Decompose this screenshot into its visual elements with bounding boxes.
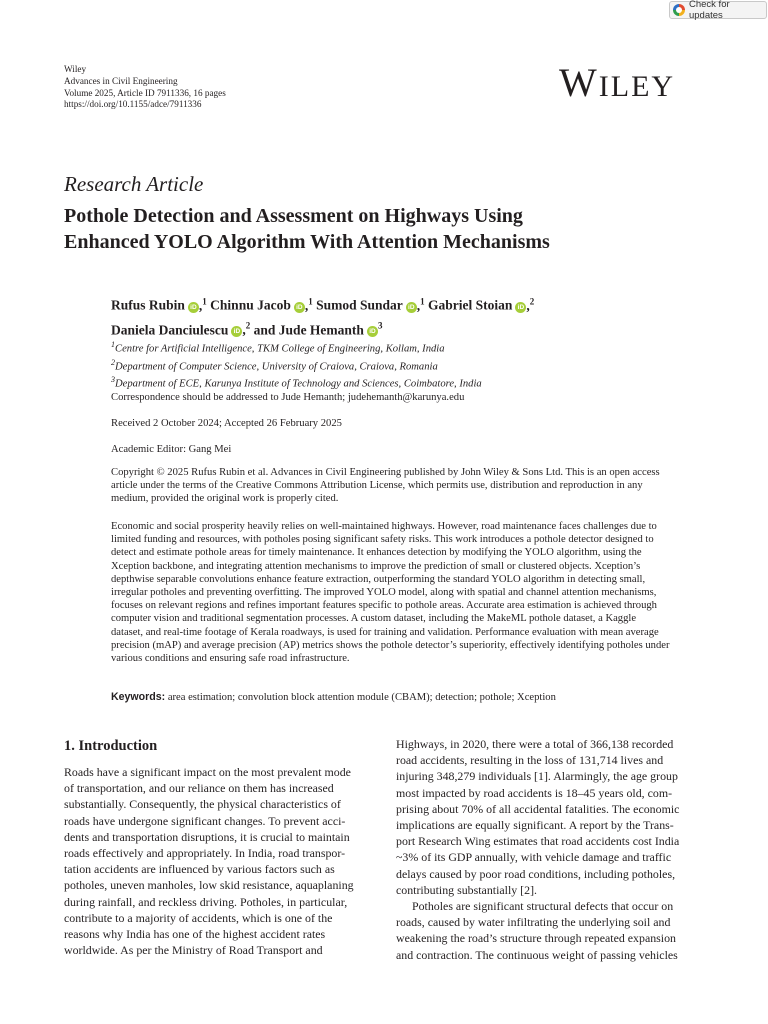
abstract-line: limited funding and resources, with potholes posing significant safety risks. This work introduces a pothole detector designed to [111,534,654,546]
body-line: reasons why India has one of the highest accident rates [64,927,326,942]
volume-info: Volume 2025, Article ID 7911336, 16 pages [64,87,226,98]
author-affiliation-mark: ,$^1$ [304,296,313,313]
abstract-line: irregular potholes and preventing overfitting. The improved YOLO model, along with spatial and channel attention mechanisms, [111,587,657,599]
keywords [111,691,556,703]
author-affiliation-mark: ,$^2$ [526,296,535,313]
crossmark-icon [673,4,685,16]
body-line: weakening the road’s structure through repeated expansion [396,931,676,946]
body-line: most impacted by road accidents is 18–45 years old, com- [396,785,673,800]
affiliations [111,338,482,391]
author-name[interactable]: Gabriel Stoian [428,297,513,313]
author-name[interactable]: Sumod Sundar [316,297,403,313]
abstract [111,520,706,665]
affiliation-item: $^2$Department of Computer Science, University of Craiova, Craiova, Romania [111,357,438,373]
copyright-line: medium, provided the original work is properly cited. [111,493,339,505]
body-line: implications are equally significant. A report by the Trans- [396,818,674,833]
author-line [111,291,534,316]
abstract-line: Xception backbone, and integrating attention mechanisms to improve the prediction of small or clustered objects. Xception’s [111,560,641,572]
body-line: during rainfall, and reckless driving. Potholes, in particular, [64,894,348,909]
logo-text: WILEY [559,60,676,105]
keywords-list: area estimation; convolution block attention module (CBAM); detection; pothole; Xception [167,692,556,703]
received-dates: Received 2 October 2024; Accepted 26 February 2025 [111,418,342,429]
body-line: road accidents, resulting in the loss of 131,714 lives and [396,753,664,768]
body-line: port Research Wing estimates that road accidents cost India [396,834,680,849]
orcid-icon[interactable]: iD [231,326,242,337]
article-type: Research Article [64,172,204,196]
abstract-line: detect and estimate pothole areas for timely maintenance. It enhances detection by modifying the YOLO algorithm, using the [111,547,642,559]
copyright-line: article under the terms of the Creative Commons Attribution License, which permits use, distribution and reproduction in any [111,480,643,492]
copyright-line: Copyright © 2025 Rufus Rubin et al. Advances in Civil Engineering published by John Wiley & Sons Ltd. This is an open access [111,467,660,478]
body-line: worldwide. As per the Ministry of Road Transport and [64,943,323,958]
body-line: Potholes are significant structural defects that occur on [412,899,674,914]
body-line: contribute to a majority of accidents, which is one of the [64,910,333,925]
author-name[interactable]: Chinnu Jacob [210,297,291,313]
and-word: and [253,322,279,337]
body-line: dents and transportation disruptions, it is crucial to maintain [64,829,350,844]
keywords-label: Keywords: [111,691,166,703]
title-line: Pothole Detection and Assessment on Highways Using [64,205,523,227]
academic-editor: Academic Editor: Gang Mei [111,444,232,455]
author-affiliation-mark: 3 [377,320,383,331]
body-column-left [64,764,372,958]
wiley-logo [559,60,675,110]
body-line: injuring 348,279 individuals [1]. Alarmingly, the age group [396,769,678,784]
orcid-icon[interactable]: iD [515,302,526,313]
author-affiliation-mark: ,$^1$ [198,296,207,313]
body-line: contributing substantially [2]. [396,882,538,897]
title-line: Enhanced YOLO Algorithm With Attention Mechanisms [64,230,550,253]
body-line: potholes, uneven manholes, low skid resistance, aquaplaning [64,878,354,893]
abstract-line: depthwise separable convolutions enhance feature extraction, outperforming the standard YOLO algorithm in detecting small, [111,573,646,585]
doi-link[interactable]: https://doi.org/10.1155/adce/7911336 [64,99,202,110]
orcid-icon[interactable]: iD [294,302,305,313]
section-heading: 1. Introduction [64,738,158,754]
journal-meta [64,64,226,111]
affiliation-item: $^3$Department of ECE, Karunya Institute of Technology and Sciences, Coimbatore, India [111,375,482,390]
body-column-right [396,736,704,963]
abstract-line: Economic and social prosperity heavily relies on well-maintained highways. However, road maintenance faces challenges due to [111,521,657,532]
orcid-icon[interactable]: iD [367,326,378,337]
body-line: prising about 70% of all accidental fatalities. The economic [396,801,680,816]
author-name[interactable]: Jude Hemanth [278,322,364,337]
body-line: delays caused by poor road conditions, including potholes, [396,866,676,881]
body-line: tation accidents are influenced by various factors such as [64,862,335,877]
body-line: roads have undergone significant changes. To prevent acci- [64,813,346,828]
body-line: and contraction. The continuous weight of passing vehicles [396,947,678,962]
article-title [64,204,704,255]
body-line: Roads have a significant impact on the most prevalent mode [64,765,351,779]
orcid-icon[interactable]: iD [188,302,199,313]
publisher-name: Wiley [64,64,87,74]
journal-name: Advances in Civil Engineering [64,75,178,86]
body-line: substantially. Consequently, the physical characteristics of [64,797,341,812]
body-line: ~3% of its GDP annually, with vehicle damage and traffic [396,850,672,865]
author-line [111,316,534,341]
author-name[interactable]: Rufus Rubin [111,297,185,313]
check-for-updates-label: Check for updates [688,0,730,21]
copyright-notice [111,466,706,506]
author-affiliation-mark: ,$^2$ [242,320,251,337]
abstract-line: dataset, and real-time footage of Kerala roadways, is used for training and validation. Performance evaluation with mean average [111,626,659,638]
author-list [111,291,534,340]
abstract-line: computer vision and traditional segmentation processes. A custom dataset, including the MakeML pothole dataset, a Kaggle [111,613,637,625]
abstract-line: focuses on relevant regions and refines important features specific to pothole areas. Accurate area estimation is achieved through [111,600,657,612]
body-line: roads, caused by water infiltrating the underlying soil and [396,915,671,930]
author-name[interactable]: Daniela Danciulescu [111,322,229,337]
abstract-line: precision (mAP) and average precision (AP) metrics shows the pothole detector’s superiority, effectively identifying potholes under [111,639,670,651]
author-affiliation-mark: ,$^1$ [416,296,425,313]
abstract-line: various conditions and ensuring safe road infrastructure. [111,653,350,665]
body-line: Highways, in 2020, there were a total of 366,138 recorded [396,737,674,751]
body-line: roads effectively and appropriately. In India, road transpor- [64,846,346,861]
check-for-updates-button[interactable] [669,1,767,19]
affiliation-item: $^1$Centre for Artificial Intelligence, TKM College of Engineering, Kollam, India [111,340,445,355]
orcid-icon[interactable]: iD [406,302,417,313]
body-line: of transportation, and our reliance on them has increased [64,781,334,796]
correspondence: Correspondence should be addressed to Jude Hemanth; judehemanth@karunya.edu [111,392,465,403]
